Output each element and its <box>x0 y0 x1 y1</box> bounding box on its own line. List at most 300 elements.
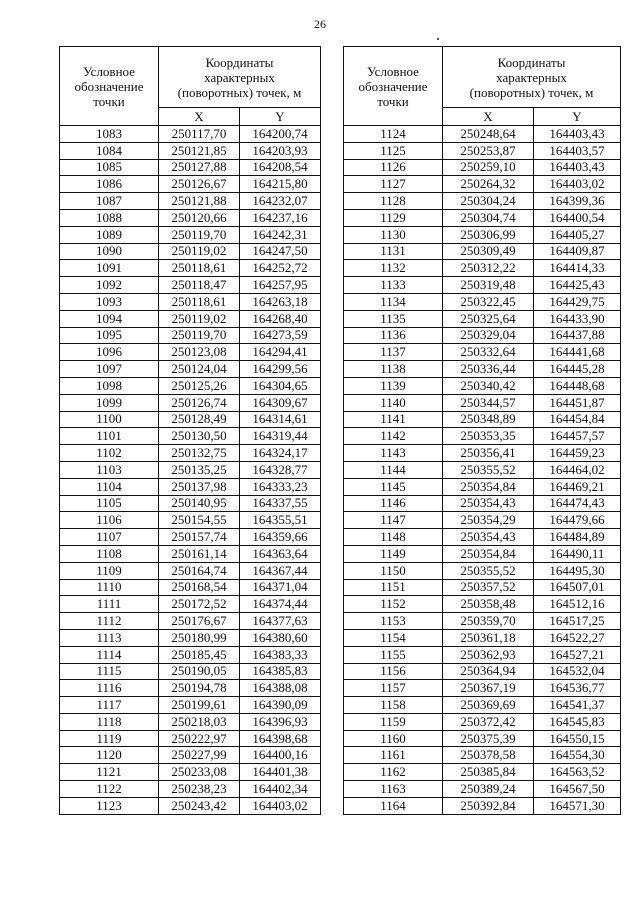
table-row <box>344 327 621 344</box>
point-id-cell: 1142 <box>344 428 443 445</box>
y-coordinate-cell: 164215,80 <box>240 176 321 193</box>
coordinates-table-left <box>59 46 321 815</box>
table-row <box>344 781 621 798</box>
table-row <box>60 310 321 327</box>
y-coordinate-cell: 164363,64 <box>240 545 321 562</box>
table-row <box>344 646 621 663</box>
x-coordinate-cell: 250118,61 <box>159 260 240 277</box>
y-coordinate-cell: 164414,33 <box>534 260 621 277</box>
point-id-cell: 1090 <box>60 243 159 260</box>
point-id-cell: 1101 <box>60 428 159 445</box>
point-id-cell: 1157 <box>344 680 443 697</box>
table-row <box>344 596 621 613</box>
y-coordinate-cell: 164405,27 <box>534 226 621 243</box>
x-coordinate-cell: 250168,54 <box>159 579 240 596</box>
y-coordinate-cell: 164445,28 <box>534 361 621 378</box>
y-coordinate-cell: 164403,43 <box>534 159 621 176</box>
table-row <box>344 713 621 730</box>
table-row <box>60 495 321 512</box>
point-id-cell: 1162 <box>344 764 443 781</box>
point-id-cell: 1163 <box>344 781 443 798</box>
table-row <box>60 193 321 210</box>
table-row <box>344 461 621 478</box>
y-coordinate-cell: 164403,43 <box>534 126 621 143</box>
x-coordinate-cell: 250185,45 <box>159 646 240 663</box>
x-coordinate-cell: 250119,02 <box>159 310 240 327</box>
x-coordinate-cell: 250304,74 <box>443 209 534 226</box>
point-id-cell: 1148 <box>344 529 443 546</box>
x-coordinate-cell: 250253,87 <box>443 142 534 159</box>
x-coordinate-cell: 250336,44 <box>443 361 534 378</box>
table-row <box>344 445 621 462</box>
point-id-cell: 1084 <box>60 142 159 159</box>
x-coordinate-cell: 250362,93 <box>443 646 534 663</box>
y-coordinate-cell: 164403,02 <box>240 797 321 814</box>
point-id-cell: 1089 <box>60 226 159 243</box>
y-coordinate-cell: 164469,21 <box>534 478 621 495</box>
point-id-cell: 1164 <box>344 797 443 814</box>
point-id-cell: 1132 <box>344 260 443 277</box>
point-id-cell: 1097 <box>60 361 159 378</box>
y-coordinate-cell: 164425,43 <box>534 277 621 294</box>
y-coordinate-cell: 164454,84 <box>534 411 621 428</box>
table-row <box>60 747 321 764</box>
x-coordinate-cell: 250309,49 <box>443 243 534 260</box>
y-coordinate-cell: 164550,15 <box>534 730 621 747</box>
x-coordinate-cell: 250126,67 <box>159 176 240 193</box>
point-id-cell: 1088 <box>60 209 159 226</box>
x-coordinate-cell: 250243,42 <box>159 797 240 814</box>
y-coordinate-cell: 164507,01 <box>534 579 621 596</box>
y-coordinate-cell: 164232,07 <box>240 193 321 210</box>
x-coordinate-cell: 250378,58 <box>443 747 534 764</box>
x-coordinate-cell: 250354,84 <box>443 545 534 562</box>
point-id-cell: 1136 <box>344 327 443 344</box>
y-coordinate-cell: 164433,90 <box>534 310 621 327</box>
x-coordinate-cell: 250218,03 <box>159 713 240 730</box>
table-row <box>60 680 321 697</box>
x-coordinate-cell: 250264,32 <box>443 176 534 193</box>
table-row <box>60 126 321 143</box>
x-coordinate-cell: 250118,61 <box>159 293 240 310</box>
x-coordinate-cell: 250367,19 <box>443 680 534 697</box>
x-coordinate-cell: 250357,52 <box>443 579 534 596</box>
x-coordinate-cell: 250319,48 <box>443 277 534 294</box>
x-coordinate-cell: 250259,10 <box>443 159 534 176</box>
y-coordinate-cell: 164474,43 <box>534 495 621 512</box>
y-coordinate-cell: 164401,38 <box>240 764 321 781</box>
y-coordinate-cell: 164495,30 <box>534 562 621 579</box>
table-row <box>344 663 621 680</box>
y-coordinate-cell: 164328,77 <box>240 461 321 478</box>
y-coordinate-cell: 164377,63 <box>240 613 321 630</box>
x-coordinate-cell: 250325,64 <box>443 310 534 327</box>
x-coordinate-cell: 250176,67 <box>159 613 240 630</box>
point-id-cell: 1094 <box>60 310 159 327</box>
y-coordinate-cell: 164383,33 <box>240 646 321 663</box>
table-row <box>60 361 321 378</box>
point-id-cell: 1112 <box>60 613 159 630</box>
x-coordinate-cell: 250329,04 <box>443 327 534 344</box>
table-row <box>60 377 321 394</box>
y-coordinate-cell: 164400,16 <box>240 747 321 764</box>
x-coordinate-cell: 250117,70 <box>159 126 240 143</box>
y-coordinate-cell: 164359,66 <box>240 529 321 546</box>
point-id-cell: 1086 <box>60 176 159 193</box>
header-point-label: Условное обозначение точки <box>344 47 443 126</box>
x-coordinate-cell: 250119,70 <box>159 226 240 243</box>
x-coordinate-cell: 250123,08 <box>159 344 240 361</box>
table-row <box>60 461 321 478</box>
x-coordinate-cell: 250190,05 <box>159 663 240 680</box>
table-row <box>344 159 621 176</box>
table-row <box>60 260 321 277</box>
x-coordinate-cell: 250304,24 <box>443 193 534 210</box>
point-id-cell: 1109 <box>60 562 159 579</box>
y-coordinate-cell: 164429,75 <box>534 293 621 310</box>
y-coordinate-cell: 164294,41 <box>240 344 321 361</box>
table-row <box>60 394 321 411</box>
point-id-cell: 1119 <box>60 730 159 747</box>
y-coordinate-cell: 164517,25 <box>534 613 621 630</box>
table-row <box>60 529 321 546</box>
y-coordinate-cell: 164402,34 <box>240 781 321 798</box>
y-coordinate-cell: 164532,04 <box>534 663 621 680</box>
x-coordinate-cell: 250130,50 <box>159 428 240 445</box>
x-coordinate-cell: 250385,84 <box>443 764 534 781</box>
y-coordinate-cell: 164484,89 <box>534 529 621 546</box>
point-id-cell: 1131 <box>344 243 443 260</box>
table-row <box>344 226 621 243</box>
y-coordinate-cell: 164324,17 <box>240 445 321 462</box>
x-coordinate-cell: 250354,43 <box>443 529 534 546</box>
table-row <box>344 730 621 747</box>
y-coordinate-cell: 164337,55 <box>240 495 321 512</box>
x-coordinate-cell: 250312,22 <box>443 260 534 277</box>
point-id-cell: 1124 <box>344 126 443 143</box>
y-coordinate-cell: 164203,93 <box>240 142 321 159</box>
x-coordinate-cell: 250353,35 <box>443 428 534 445</box>
point-id-cell: 1117 <box>60 697 159 714</box>
x-coordinate-cell: 250194,78 <box>159 680 240 697</box>
y-coordinate-cell: 164371,04 <box>240 579 321 596</box>
table-row <box>60 562 321 579</box>
table-row <box>60 663 321 680</box>
x-coordinate-cell: 250344,57 <box>443 394 534 411</box>
table-row <box>60 142 321 159</box>
header-coordinates-label: Координаты характерных (поворотных) точек, м <box>159 47 321 108</box>
point-id-cell: 1106 <box>60 512 159 529</box>
point-id-cell: 1139 <box>344 377 443 394</box>
y-coordinate-cell: 164441,68 <box>534 344 621 361</box>
table-row <box>60 445 321 462</box>
y-coordinate-cell: 164273,59 <box>240 327 321 344</box>
x-coordinate-cell: 250128,49 <box>159 411 240 428</box>
table-row <box>344 277 621 294</box>
y-coordinate-cell: 164299,56 <box>240 361 321 378</box>
table-row <box>344 310 621 327</box>
table-row <box>344 243 621 260</box>
x-coordinate-cell: 250124,04 <box>159 361 240 378</box>
y-coordinate-cell: 164512,16 <box>534 596 621 613</box>
y-coordinate-cell: 164319,44 <box>240 428 321 445</box>
table-row <box>344 545 621 562</box>
y-coordinate-cell: 164459,23 <box>534 445 621 462</box>
x-coordinate-cell: 250306,99 <box>443 226 534 243</box>
x-coordinate-cell: 250137,98 <box>159 478 240 495</box>
y-coordinate-cell: 164409,87 <box>534 243 621 260</box>
table-row <box>344 478 621 495</box>
x-coordinate-cell: 250355,52 <box>443 461 534 478</box>
x-coordinate-cell: 250154,55 <box>159 512 240 529</box>
point-id-cell: 1113 <box>60 629 159 646</box>
table-row <box>344 562 621 579</box>
x-coordinate-cell: 250172,52 <box>159 596 240 613</box>
table-row <box>60 226 321 243</box>
table-row <box>60 596 321 613</box>
table-row <box>344 529 621 546</box>
table-row <box>344 512 621 529</box>
y-coordinate-cell: 164403,02 <box>534 176 621 193</box>
y-coordinate-cell: 164398,68 <box>240 730 321 747</box>
point-id-cell: 1150 <box>344 562 443 579</box>
point-id-cell: 1159 <box>344 713 443 730</box>
point-id-cell: 1138 <box>344 361 443 378</box>
table-row <box>344 764 621 781</box>
x-coordinate-cell: 250358,48 <box>443 596 534 613</box>
table-row <box>344 797 621 814</box>
header-y: Y <box>240 108 321 126</box>
point-id-cell: 1115 <box>60 663 159 680</box>
table-row <box>60 478 321 495</box>
point-id-cell: 1151 <box>344 579 443 596</box>
point-id-cell: 1144 <box>344 461 443 478</box>
y-coordinate-cell: 164268,40 <box>240 310 321 327</box>
point-id-cell: 1098 <box>60 377 159 394</box>
table-row <box>60 713 321 730</box>
x-coordinate-cell: 250119,70 <box>159 327 240 344</box>
point-id-cell: 1133 <box>344 277 443 294</box>
x-coordinate-cell: 250359,70 <box>443 613 534 630</box>
x-coordinate-cell: 250375,39 <box>443 730 534 747</box>
x-coordinate-cell: 250125,26 <box>159 377 240 394</box>
table-row <box>344 142 621 159</box>
point-id-cell: 1105 <box>60 495 159 512</box>
x-coordinate-cell: 250161,14 <box>159 545 240 562</box>
x-coordinate-cell: 250140,95 <box>159 495 240 512</box>
table-row <box>344 293 621 310</box>
point-id-cell: 1152 <box>344 596 443 613</box>
table-row <box>60 545 321 562</box>
x-coordinate-cell: 250332,64 <box>443 344 534 361</box>
point-id-cell: 1129 <box>344 209 443 226</box>
table-body-right <box>344 126 621 815</box>
y-coordinate-cell: 164390,09 <box>240 697 321 714</box>
point-id-cell: 1114 <box>60 646 159 663</box>
x-coordinate-cell: 250233,08 <box>159 764 240 781</box>
y-coordinate-cell: 164257,95 <box>240 277 321 294</box>
page-number: 26 <box>314 17 326 31</box>
x-coordinate-cell: 250248,64 <box>443 126 534 143</box>
header-coordinates-label: Координаты характерных (поворотных) точек, м <box>443 47 621 108</box>
table-row <box>60 764 321 781</box>
table-row <box>344 629 621 646</box>
y-coordinate-cell: 164451,87 <box>534 394 621 411</box>
table-row <box>344 260 621 277</box>
table-row <box>344 176 621 193</box>
table-row <box>344 126 621 143</box>
table-row <box>60 159 321 176</box>
table-row <box>344 361 621 378</box>
y-coordinate-cell: 164567,50 <box>534 781 621 798</box>
table-row <box>344 193 621 210</box>
y-coordinate-cell: 164263,18 <box>240 293 321 310</box>
table-row <box>60 629 321 646</box>
point-id-cell: 1118 <box>60 713 159 730</box>
y-coordinate-cell: 164399,36 <box>534 193 621 210</box>
header-y: Y <box>534 108 621 126</box>
table-row <box>60 797 321 814</box>
table-row <box>344 747 621 764</box>
x-coordinate-cell: 250372,42 <box>443 713 534 730</box>
header-point-label: Условное обозначение точки <box>60 47 159 126</box>
point-id-cell: 1141 <box>344 411 443 428</box>
y-coordinate-cell: 164367,44 <box>240 562 321 579</box>
x-coordinate-cell: 250356,41 <box>443 445 534 462</box>
x-coordinate-cell: 250132,75 <box>159 445 240 462</box>
x-coordinate-cell: 250348,89 <box>443 411 534 428</box>
point-id-cell: 1087 <box>60 193 159 210</box>
point-id-cell: 1149 <box>344 545 443 562</box>
y-coordinate-cell: 164490,11 <box>534 545 621 562</box>
y-coordinate-cell: 164385,83 <box>240 663 321 680</box>
x-coordinate-cell: 250340,42 <box>443 377 534 394</box>
table-row <box>60 327 321 344</box>
table-body-left <box>60 126 321 815</box>
y-coordinate-cell: 164200,74 <box>240 126 321 143</box>
point-id-cell: 1121 <box>60 764 159 781</box>
x-coordinate-cell: 250389,24 <box>443 781 534 798</box>
y-coordinate-cell: 164571,30 <box>534 797 621 814</box>
x-coordinate-cell: 250222,97 <box>159 730 240 747</box>
table-row <box>344 394 621 411</box>
x-coordinate-cell: 250126,74 <box>159 394 240 411</box>
point-id-cell: 1158 <box>344 697 443 714</box>
y-coordinate-cell: 164522,27 <box>534 629 621 646</box>
table-row <box>60 646 321 663</box>
point-id-cell: 1146 <box>344 495 443 512</box>
y-coordinate-cell: 164247,50 <box>240 243 321 260</box>
point-id-cell: 1147 <box>344 512 443 529</box>
table-row <box>344 209 621 226</box>
table-row <box>344 579 621 596</box>
point-id-cell: 1104 <box>60 478 159 495</box>
y-coordinate-cell: 164545,83 <box>534 713 621 730</box>
point-id-cell: 1122 <box>60 781 159 798</box>
point-id-cell: 1091 <box>60 260 159 277</box>
coordinates-table-right <box>343 46 621 815</box>
x-coordinate-cell: 250369,69 <box>443 697 534 714</box>
point-id-cell: 1154 <box>344 629 443 646</box>
x-coordinate-cell: 250118,47 <box>159 277 240 294</box>
y-coordinate-cell: 164457,57 <box>534 428 621 445</box>
point-id-cell: 1156 <box>344 663 443 680</box>
y-coordinate-cell: 164464,02 <box>534 461 621 478</box>
point-id-cell: 1092 <box>60 277 159 294</box>
header-x: X <box>443 108 534 126</box>
x-coordinate-cell: 250227,99 <box>159 747 240 764</box>
table-row <box>344 377 621 394</box>
x-coordinate-cell: 250361,18 <box>443 629 534 646</box>
x-coordinate-cell: 250364,94 <box>443 663 534 680</box>
y-coordinate-cell: 164208,54 <box>240 159 321 176</box>
point-id-cell: 1093 <box>60 293 159 310</box>
point-id-cell: 1107 <box>60 529 159 546</box>
x-coordinate-cell: 250121,88 <box>159 193 240 210</box>
y-coordinate-cell: 164554,30 <box>534 747 621 764</box>
y-coordinate-cell: 164541,37 <box>534 697 621 714</box>
point-id-cell: 1134 <box>344 293 443 310</box>
point-id-cell: 1127 <box>344 176 443 193</box>
y-coordinate-cell: 164333,23 <box>240 478 321 495</box>
table-row <box>60 209 321 226</box>
header-x: X <box>159 108 240 126</box>
y-coordinate-cell: 164380,60 <box>240 629 321 646</box>
y-coordinate-cell: 164314,61 <box>240 411 321 428</box>
scan-speck <box>437 38 439 40</box>
table-row <box>344 680 621 697</box>
table-row <box>60 697 321 714</box>
table-row <box>60 344 321 361</box>
table-row <box>60 579 321 596</box>
y-coordinate-cell: 164237,16 <box>240 209 321 226</box>
x-coordinate-cell: 250164,74 <box>159 562 240 579</box>
point-id-cell: 1135 <box>344 310 443 327</box>
y-coordinate-cell: 164479,66 <box>534 512 621 529</box>
x-coordinate-cell: 250355,52 <box>443 562 534 579</box>
x-coordinate-cell: 250354,43 <box>443 495 534 512</box>
y-coordinate-cell: 164403,57 <box>534 142 621 159</box>
point-id-cell: 1100 <box>60 411 159 428</box>
x-coordinate-cell: 250135,25 <box>159 461 240 478</box>
point-id-cell: 1120 <box>60 747 159 764</box>
point-id-cell: 1125 <box>344 142 443 159</box>
x-coordinate-cell: 250199,61 <box>159 697 240 714</box>
table-row <box>60 781 321 798</box>
table-row <box>60 512 321 529</box>
table-row <box>344 411 621 428</box>
table-row <box>344 613 621 630</box>
point-id-cell: 1110 <box>60 579 159 596</box>
point-id-cell: 1099 <box>60 394 159 411</box>
point-id-cell: 1123 <box>60 797 159 814</box>
y-coordinate-cell: 164252,72 <box>240 260 321 277</box>
y-coordinate-cell: 164309,67 <box>240 394 321 411</box>
x-coordinate-cell: 250238,23 <box>159 781 240 798</box>
table-row <box>60 277 321 294</box>
y-coordinate-cell: 164563,52 <box>534 764 621 781</box>
point-id-cell: 1085 <box>60 159 159 176</box>
table-row <box>60 176 321 193</box>
point-id-cell: 1137 <box>344 344 443 361</box>
point-id-cell: 1130 <box>344 226 443 243</box>
point-id-cell: 1095 <box>60 327 159 344</box>
x-coordinate-cell: 250392,84 <box>443 797 534 814</box>
y-coordinate-cell: 164536,77 <box>534 680 621 697</box>
table-row <box>344 428 621 445</box>
point-id-cell: 1143 <box>344 445 443 462</box>
table-row <box>60 243 321 260</box>
